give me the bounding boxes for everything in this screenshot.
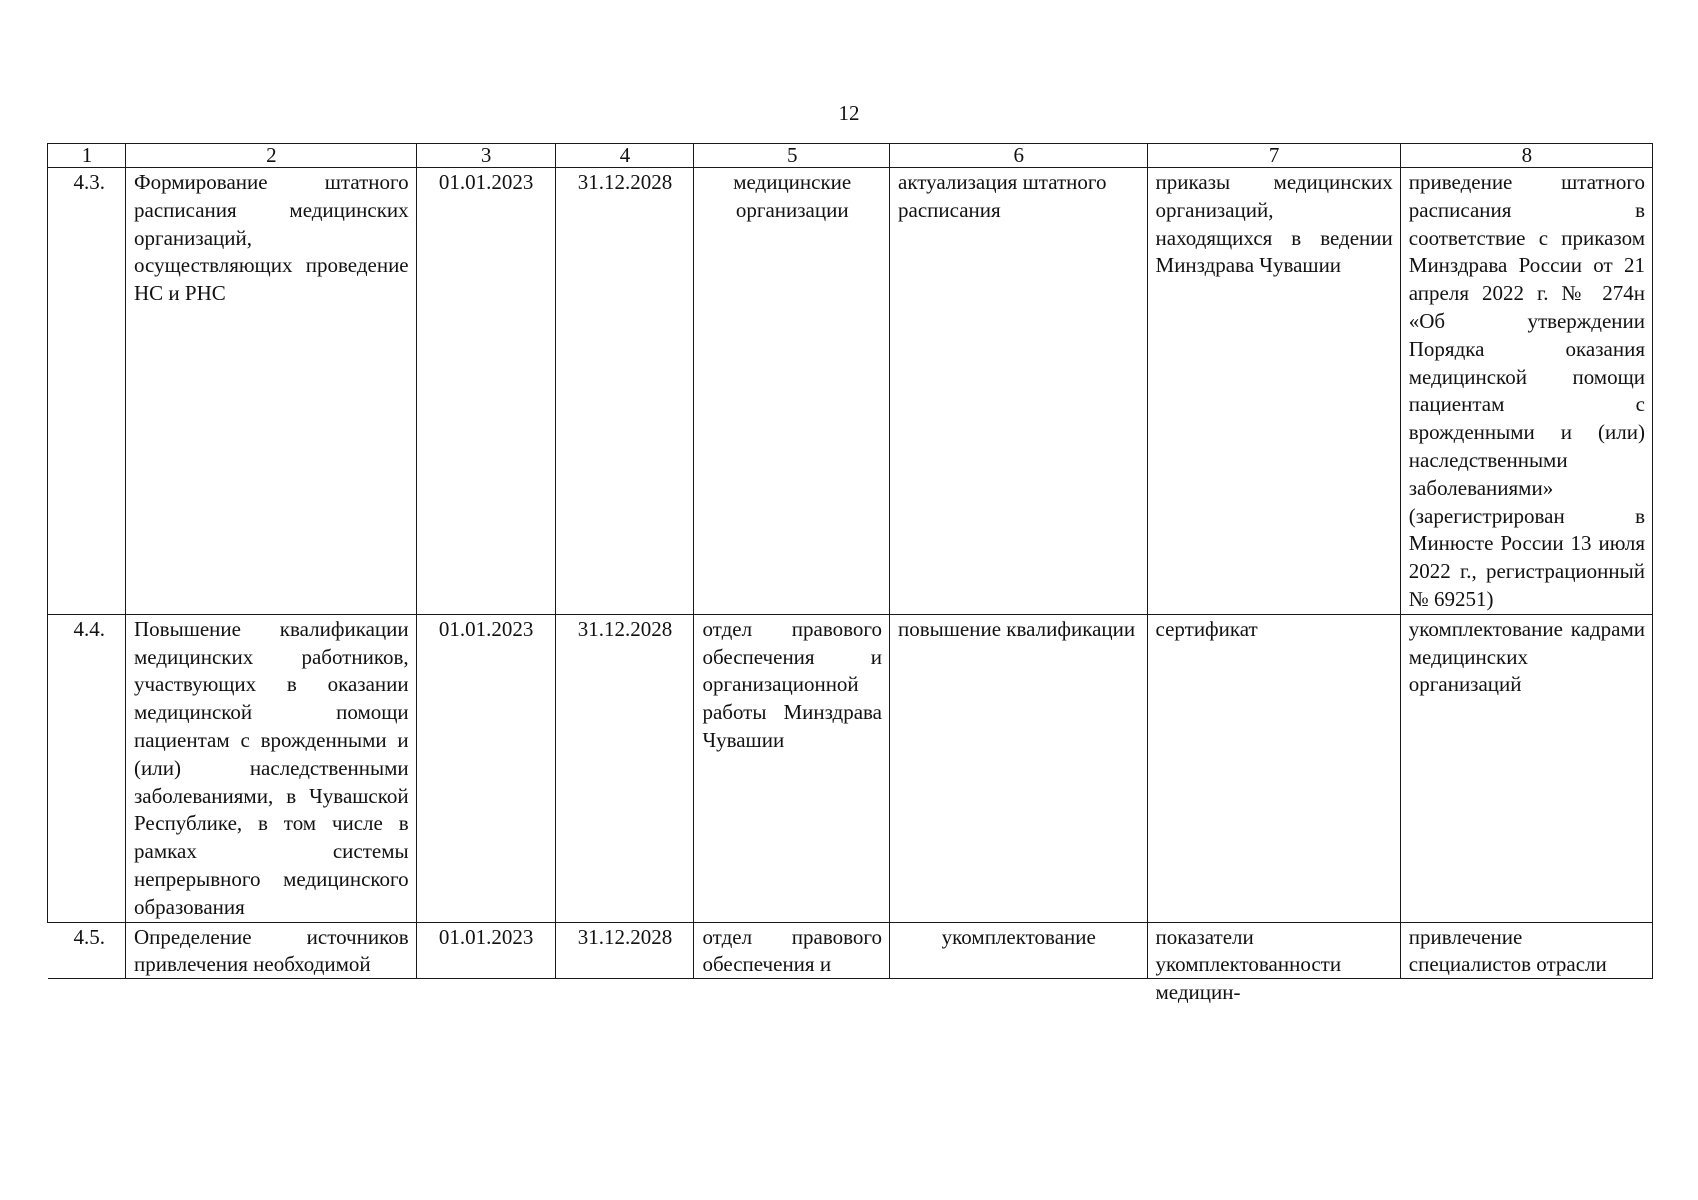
end-date: 31.12.2028 — [555, 614, 694, 922]
table-row — [48, 614, 1653, 922]
column-number: 3 — [416, 144, 555, 168]
goal-text: привлечение специалистов отрасли — [1408, 924, 1607, 977]
document-type — [1147, 922, 1400, 1005]
executor — [694, 922, 890, 978]
plan-table — [47, 143, 1653, 1005]
executor: отдел правового обеспечения и организационной работы Минздрава Чувашии — [694, 614, 890, 922]
column-number: 8 — [1400, 144, 1652, 168]
start-date: 01.01.2023 — [416, 614, 555, 922]
executor: медицинские организации — [694, 168, 890, 615]
event-name — [126, 922, 417, 978]
table-row — [48, 168, 1653, 615]
document-type: приказы медицинских организаций, находящихся в ведении Минздрава Чувашии — [1147, 168, 1400, 615]
row-number: 4.3. — [48, 168, 126, 615]
table-row — [48, 922, 1653, 978]
start-date: 01.01.2023 — [416, 168, 555, 615]
start-date — [416, 922, 555, 978]
expected-result — [890, 922, 1148, 978]
column-number: 6 — [890, 144, 1148, 168]
column-number: 5 — [694, 144, 890, 168]
document-type-text: показатели укомплектованности медицин- — [1155, 924, 1342, 1005]
executor-text: отдел правового обеспечения и — [702, 924, 882, 977]
row-number — [48, 922, 126, 978]
goal: приведение штатного расписания в соответствие с приказом Минздрава России от 21 апреля 2022 г. № 274н «Об утверждении Порядка оказания медицинской помощи пациентам с врожденными и (или) наследственными заболеваниями» (зарегистрирован в Минюсте России 13 июля 2022 г., регистрационный № 69251) — [1400, 168, 1652, 615]
row-number-text: 4.5. — [73, 924, 105, 949]
event-name: Формирование штатного расписания медицинских организаций, осуществляющих проведение НС и РНС — [126, 168, 417, 615]
goal — [1400, 922, 1652, 978]
event-name-text: Определение источников привлечения необходимой — [134, 924, 409, 977]
event-name: Повышение квалификации медицинских работников, участвующих в оказании медицинской помощи пациентам с врожденными и (или) наследственными заболеваниями, в Чувашской Республике, в том числе в рамках системы непрерывного медицинского образования — [126, 614, 417, 922]
goal: укомплектование кадрами медицинских организаций — [1400, 614, 1652, 922]
column-number: 2 — [126, 144, 417, 168]
expected-result-text: укомплектование — [941, 924, 1096, 949]
end-date — [555, 922, 694, 978]
column-number-row — [48, 144, 1653, 168]
expected-result: актуализация штатного расписания — [890, 168, 1148, 615]
column-number: 4 — [555, 144, 694, 168]
page-number: 12 — [838, 101, 860, 125]
expected-result: повышение квалификации — [890, 614, 1148, 922]
row-number: 4.4. — [48, 614, 126, 922]
end-date: 31.12.2028 — [555, 168, 694, 615]
column-number: 1 — [48, 144, 126, 168]
end-date-text: 31.12.2028 — [577, 924, 673, 949]
column-number: 7 — [1147, 144, 1400, 168]
document-type: сертификат — [1147, 614, 1400, 922]
start-date-text: 01.01.2023 — [438, 924, 534, 949]
